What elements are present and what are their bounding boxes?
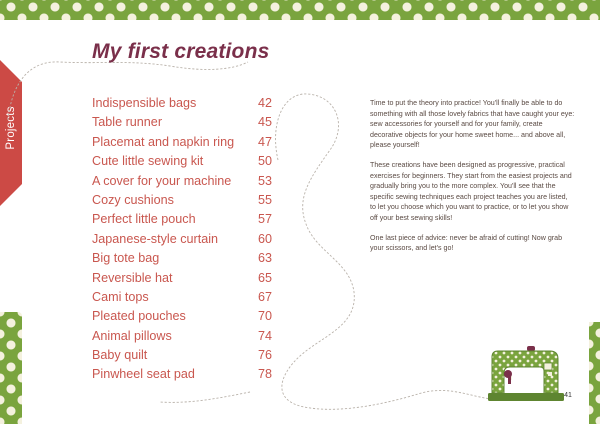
intro-paragraph: Time to put the theory into practice! You'll finally be able to do something with all those lovely fabrics that have caught your eye: sew accessories for yourself and for your family, create decorative objects for your home sweet home... and above all, please yourself! bbox=[370, 99, 575, 150]
section-tab-label: Projects bbox=[5, 106, 17, 150]
toc-item-title: Big tote bag bbox=[92, 251, 160, 266]
toc-item-title: Pinwheel seat pad bbox=[92, 367, 195, 382]
page-title: My first creations bbox=[92, 40, 270, 63]
toc-item-title: Indispensible bags bbox=[92, 96, 197, 110]
toc-item-page: 67 bbox=[257, 289, 272, 304]
toc-item-title: Placemat and napkin ring bbox=[92, 134, 235, 149]
toc-item-title: Cozy cushions bbox=[92, 192, 174, 207]
table-of-contents bbox=[92, 94, 272, 385]
intro-paragraph: One last piece of advice: never be afraid of cutting! Now grab your scissors, and let's go! bbox=[370, 233, 563, 253]
toc-item-page: 50 bbox=[257, 154, 272, 169]
toc-item bbox=[92, 191, 272, 210]
toc-item-page: 74 bbox=[257, 328, 272, 343]
toc-item bbox=[92, 113, 272, 132]
toc-item-page: 78 bbox=[257, 367, 272, 382]
intro-paragraph: These creations have been designed as progressive, practical exercises for beginners. They start from the easiest projects and gradually bring you to the more complex. You'll see that the specific sewing techniques each project teaches you are listed, to let you choose which you want to practice, or to let you show off your best sewing skills! bbox=[370, 160, 572, 222]
toc-item-page: 76 bbox=[257, 348, 272, 363]
toc-item bbox=[92, 307, 272, 326]
page-number: 41 bbox=[564, 392, 572, 399]
toc-item-page: 70 bbox=[257, 309, 272, 324]
toc-item-page: 55 bbox=[257, 192, 272, 207]
toc-item-title: Perfect little pouch bbox=[92, 212, 196, 227]
toc-item-page: 42 bbox=[257, 96, 272, 110]
toc-item-title: Cute little sewing kit bbox=[92, 154, 204, 169]
toc-item-page: 53 bbox=[257, 173, 272, 188]
toc-item-page: 63 bbox=[257, 251, 272, 266]
toc-item bbox=[92, 365, 272, 384]
toc-item bbox=[92, 152, 272, 171]
toc-item-title: A cover for your machine bbox=[92, 173, 232, 188]
sewing-machine-icon bbox=[486, 343, 566, 409]
toc-item-page: 45 bbox=[257, 115, 272, 130]
toc-item-page: 65 bbox=[257, 270, 272, 285]
toc-item bbox=[92, 210, 272, 229]
toc-item bbox=[92, 230, 272, 249]
toc-item-title: Table runner bbox=[92, 115, 163, 130]
toc-item-page: 47 bbox=[257, 134, 272, 149]
toc-item-page: 60 bbox=[257, 231, 272, 246]
toc-item bbox=[92, 288, 272, 307]
toc-item bbox=[92, 346, 272, 365]
intro-text bbox=[370, 98, 575, 263]
toc-item-title: Baby quilt bbox=[92, 348, 148, 363]
toc-item bbox=[92, 94, 272, 113]
toc-item bbox=[92, 133, 272, 152]
toc-item-title: Cami tops bbox=[92, 289, 149, 304]
toc-item bbox=[92, 249, 272, 268]
toc-item-title: Pleated pouches bbox=[92, 309, 186, 324]
toc-item-page: 57 bbox=[257, 212, 272, 227]
toc-item-title: Animal pillows bbox=[92, 328, 172, 343]
toc-item bbox=[92, 327, 272, 346]
toc-item-title: Japanese-style curtain bbox=[92, 231, 219, 246]
toc-item-title: Reversible hat bbox=[92, 270, 173, 285]
toc-item bbox=[92, 269, 272, 288]
toc-item bbox=[92, 172, 272, 191]
